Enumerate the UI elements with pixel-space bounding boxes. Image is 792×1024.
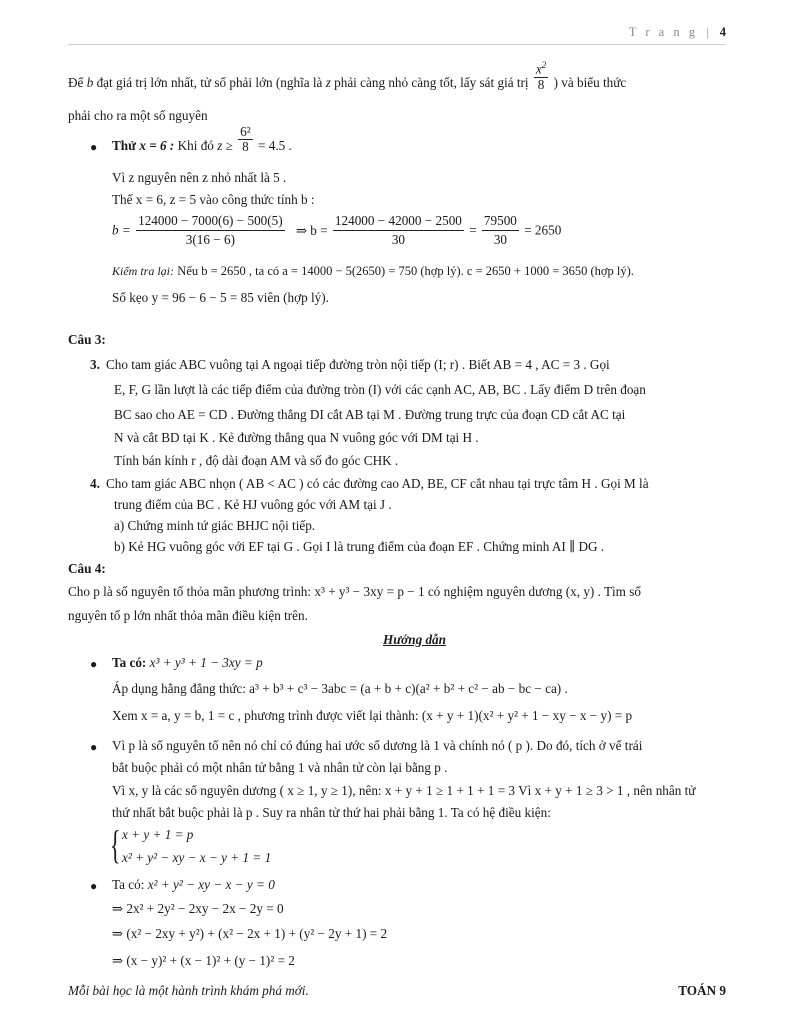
check-line — [112, 263, 634, 279]
x2-over-8-fraction: $\frac{x^2}{8}$ — [535, 60, 547, 92]
p3-line-1: Cho tam giác ABC vuông tại A ngoại tiếp đường tròn nội tiếp (I; r) . Biết AB = 4 , AC = 3 . Gọi — [106, 357, 610, 372]
implies-b: ⇒ b = — [295, 222, 328, 238]
footer-motto: Mỗi bài học là một hành trình khám phá mới. — [68, 983, 309, 998]
p4-line-1: Cho tam giác ABC nhọn ( AB < AC ) có các đường cao AD, BE, CF cắt nhau tại trực tâm H . Gọi M là — [106, 476, 649, 491]
p3-number: 3. — [90, 357, 100, 372]
page-separator: | — [706, 25, 712, 39]
frac-num: 6² — [240, 124, 251, 140]
b-fraction-1 — [136, 212, 285, 249]
b-fraction-2 — [333, 212, 464, 249]
p4-part-a: a) Chứng minh tứ giác BHJC nội tiếp. — [114, 518, 316, 533]
system-eq-1: x + y + 1 = p — [122, 827, 194, 842]
bullet-1: ● — [90, 657, 98, 671]
b2-line-1: Vì p là số nguyên tố nên nó chỉ có đúng hai ước số dương là 1 và chính nó ( p ). Do đó, tích ở vế trái — [112, 738, 643, 753]
intro-line-2: phải cho ra một số nguyên — [68, 108, 208, 123]
try-x-eq: x = 6 : — [139, 138, 175, 153]
bullet-2: ● — [90, 740, 98, 754]
b-num1: 124000 − 7000(6) − 500(5) — [136, 212, 285, 231]
b1-line-2: Áp dụng hằng đẳng thức: a³ + b³ + c³ − 3abc = (a + b + c)(a² + b² + c² − ab − bc − ca) . — [112, 681, 568, 696]
system-brace: { — [110, 822, 121, 867]
b1-label: Ta có: — [112, 655, 147, 670]
b-num3: 79500 — [482, 212, 519, 231]
cau4-title: Câu 4: — [68, 561, 106, 576]
header-divider — [68, 44, 726, 45]
b-den1: 3(16 − 6) — [185, 232, 235, 247]
var-b: b — [86, 75, 97, 90]
b1-eq: x³ + y³ + 1 − 3xy = p — [149, 655, 263, 670]
b-fraction-3 — [482, 212, 519, 249]
intro-text-a: Để — [68, 75, 84, 90]
bullet-3: ● — [90, 879, 98, 893]
guide-title: Hướng dẫn — [383, 632, 446, 647]
page-number: 4 — [719, 25, 726, 39]
b-num2: 124000 − 42000 − 2500 — [333, 212, 464, 231]
try-line-2: Vì z nguyên nên z nhỏ nhất là 5 . — [112, 170, 287, 185]
b2-line-2: bắt buộc phải có một nhân tử bằng 1 và nhân tử còn lại bằng p . — [112, 760, 448, 775]
try-khi-do: Khi đó — [177, 138, 214, 153]
try-result: = 4.5 . — [258, 138, 292, 153]
candy-line: Số kẹo y = 96 − 6 − 5 = 85 viên (hợp lý). — [112, 290, 329, 305]
b2-line-4: thứ nhất bắt buộc phải là p . Suy ra nhân tử thứ hai phải bằng 1. Ta có hệ điều kiện: — [112, 805, 551, 820]
b-computation — [112, 212, 561, 249]
b3-label: Ta có: — [112, 877, 145, 892]
b3-eq: x² + y² − xy − x − y = 0 — [147, 877, 275, 892]
cau4-line-2: nguyên tố p lớn nhất thỏa mãn điều kiện trên. — [68, 608, 308, 623]
bullet-try: ● — [90, 140, 98, 154]
try-line-1 — [112, 124, 292, 155]
b-result: = 2650 — [524, 222, 562, 238]
p4-line-2: trung điểm của BC . Kẻ HJ vuông góc với AM tại J . — [114, 497, 392, 512]
b-den2: 30 — [391, 232, 405, 247]
b3-line-2: ⇒ 2x² + 2y² − 2xy − 2x − 2y = 0 — [112, 901, 284, 916]
b-den3: 30 — [493, 232, 507, 247]
b1-line-3: Xem x = a, y = b, 1 = c , phương trình được viết lại thành: (x + y + 1)(x² + y² + 1 − xy − x − y) = p — [112, 708, 633, 723]
var-z: z — [325, 75, 335, 90]
p3-line-5: Tính bán kính r , độ dài đoạn AM và số đo góc CHK . — [114, 453, 399, 468]
b-eq: b = — [112, 222, 131, 238]
intro-text-b: đạt giá trị lớn nhất, tử số phải lớn (nghĩa là — [96, 75, 323, 90]
b1-line-1 — [112, 655, 263, 671]
system-eq-2: x² + y² − xy − x − y + 1 = 1 — [122, 850, 272, 865]
check-label: Kiểm tra lại: — [112, 264, 174, 278]
p3-line-4: N và cắt BD tại K . Kẻ đường thẳng qua N vuông góc với DM tại H . — [114, 430, 479, 445]
eq-sign: = — [469, 222, 477, 238]
cau3-title: Câu 3: — [68, 332, 106, 347]
try-line-3: Thế x = 6, z = 5 vào công thức tính b : — [112, 192, 315, 207]
b3-line-4: ⇒ (x − y)² + (x − 1)² + (y − 1)² = 2 — [112, 953, 295, 968]
intro-text-d: ) và biểu thức — [553, 75, 627, 90]
intro-line-1 — [68, 60, 627, 92]
p3-line-3: BC sao cho AE = CD . Đường thẳng DI cắt AB tại M . Đường trung trực của đoạn CD cắt AC tại — [114, 407, 626, 422]
intro-text-c: phải càng nhỏ càng tốt, lấy sát giá trị — [334, 75, 529, 90]
p4-part-b: b) Kẻ HG vuông góc với EF tại G . Gọi I là trung điểm của đoạn EF . Chứng minh AI ∥ DG . — [114, 539, 605, 554]
frac-den: 8 — [242, 139, 249, 155]
footer-subject: TOÁN 9 — [678, 983, 726, 998]
try-label: Thử — [112, 138, 137, 153]
b3-line-1 — [112, 877, 275, 893]
p4-number: 4. — [90, 476, 100, 491]
p3-line-2: E, F, G lần lượt là các tiếp điểm của đường tròn (I) với các cạnh AC, AB, BC . Lấy điểm D trên đoạn — [114, 382, 646, 397]
check-text: Nếu b = 2650 , ta có a = 14000 − 5(2650) = 750 (hợp lý). c = 2650 + 1000 = 3650 (hợp lý). — [177, 264, 634, 278]
b2-line-3: Vì x, y là các số nguyên dương ( x ≥ 1, y ≥ 1), nên: x + y + 1 ≥ 1 + 1 + 1 = 3 Vì x + y + 1 ≥ 3 > 1 , nên nhân tử — [112, 783, 696, 798]
cau4-line-1: Cho p là số nguyên tố thỏa mãn phương trình: x³ + y³ − 3xy = p − 1 có nghiệm nguyên dương (x, y) . Tìm số — [68, 584, 641, 599]
page-word: T r a n g — [628, 25, 698, 39]
six-squared-over-8 — [238, 125, 253, 154]
b3-line-3: ⇒ (x² − 2xy + y²) + (x² − 2x + 1) + (y² − 2y + 1) = 2 — [112, 926, 388, 941]
page-header — [629, 25, 726, 40]
try-z-ineq: z ≥ — [217, 138, 233, 153]
